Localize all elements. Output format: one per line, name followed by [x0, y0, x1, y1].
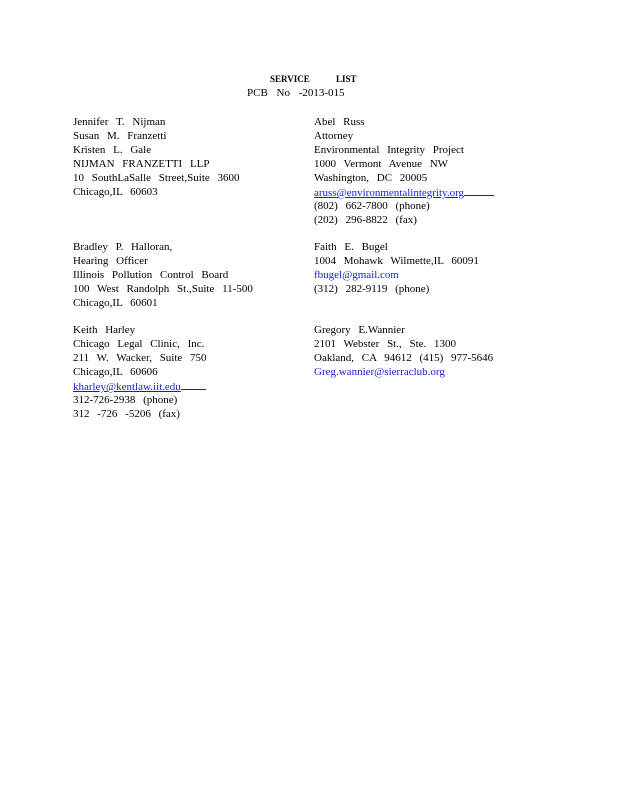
contact-line: Kristen L. Gale	[73, 144, 152, 156]
contact-name: Faith E. Bugel	[314, 241, 388, 253]
link-underline	[464, 185, 494, 196]
contact-nijman	[73, 115, 240, 199]
contact-address: 1004 Mohawk Wilmette,IL 60091	[314, 255, 479, 267]
contact-name: Jennifer T. Nijman	[73, 116, 166, 128]
contact-org: Illinois Pollution Control Board	[73, 269, 229, 281]
contact-halloran	[73, 240, 253, 310]
contact-russ	[314, 115, 494, 227]
contact-title: Hearing Officer	[73, 255, 148, 267]
contact-firm: NIJMAN FRANZETTI LLP	[73, 158, 210, 170]
contact-bugel	[314, 240, 479, 296]
email-link[interactable]: fbugel@gmail.com	[314, 269, 399, 281]
contact-address: 211 W. Wacker, Suite 750	[73, 352, 207, 364]
contact-fax: 312 -726 -5206 (fax)	[73, 408, 180, 420]
contact-wannier	[314, 323, 493, 379]
page-title: SERVICE LIST	[270, 74, 357, 84]
email-link[interactable]: aruss@environmentalintegrity.org	[314, 187, 465, 199]
contact-city: Chicago,IL 60603	[73, 186, 158, 198]
contact-city-phone: Oakland, CA 94612 (415) 977-5646	[314, 352, 494, 364]
contact-phone: (312) 282-9119 (phone)	[314, 283, 430, 295]
contact-address: 2101 Webster St., Ste. 1300	[314, 338, 457, 350]
contact-city: Washington, DC 20005	[314, 172, 428, 184]
contact-address: 100 West Randolph St.,Suite 11-500	[73, 283, 253, 295]
contact-address: 10 SouthLaSalle Street,Suite 3600	[73, 172, 240, 184]
email-link[interactable]: kharley@kentlaw.iit.edu	[73, 381, 181, 393]
contact-name: Abel Russ	[314, 116, 365, 128]
contact-address: 1000 Vermont Avenue NW	[314, 158, 449, 170]
contact-name: Keith Harley	[73, 324, 136, 336]
contact-line: Susan M. Franzetti	[73, 130, 167, 142]
contact-city: Chicago,IL 60601	[73, 297, 158, 309]
contact-org: Environmental Integrity Project	[314, 144, 464, 156]
contact-name: Gregory E.Wannier	[314, 324, 405, 336]
contact-title: Attorney	[314, 130, 354, 142]
contact-org: Chicago Legal Clinic, Inc.	[73, 338, 205, 350]
contact-fax: (202) 296-8822 (fax)	[314, 214, 417, 226]
contact-name: Bradley P. Halloran,	[73, 241, 173, 253]
contact-phone: 312-726-2938 (phone)	[73, 394, 178, 406]
link-underline	[181, 379, 206, 390]
case-number: PCB No -2013-015	[247, 87, 345, 99]
email-link[interactable]: Greg.wannier@sierraclub.org	[314, 366, 445, 378]
contact-phone: (802) 662-7800 (phone)	[314, 200, 430, 212]
contact-city: Chicago,IL 60606	[73, 366, 158, 378]
contact-harley	[73, 323, 207, 421]
